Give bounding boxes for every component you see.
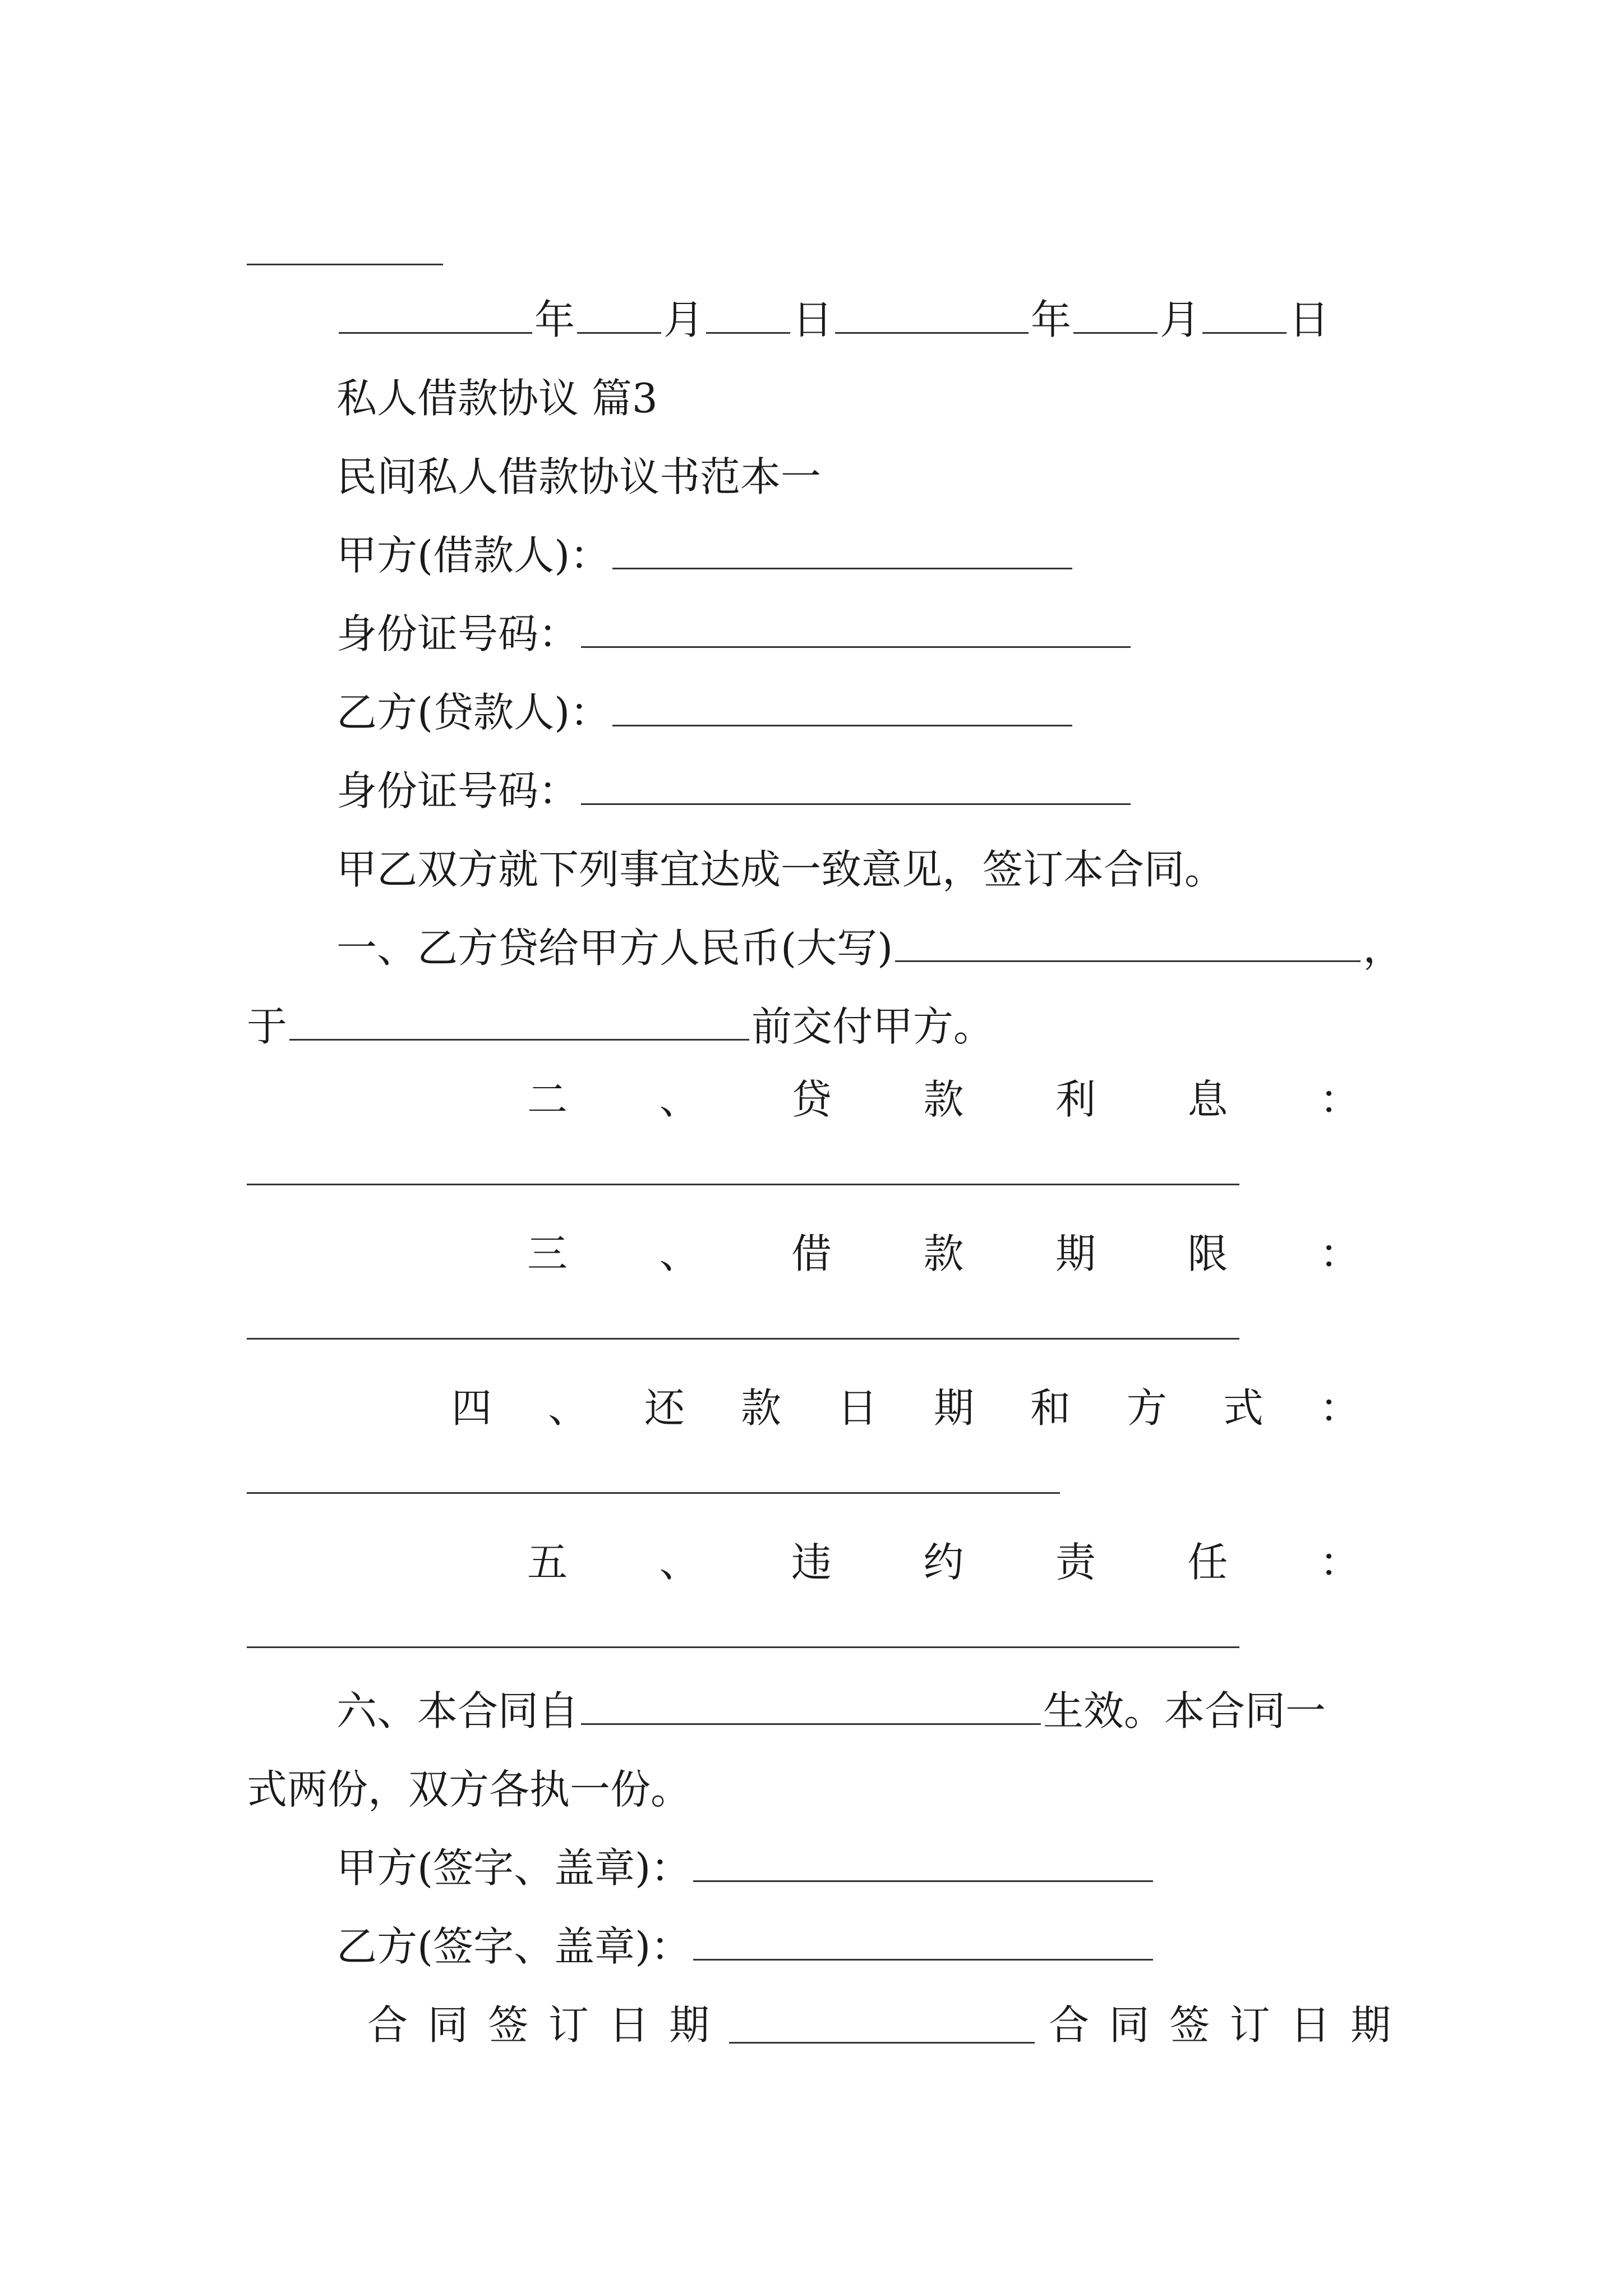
clause-6-line-1 <box>336 1677 1326 1745</box>
day-blank-2[interactable] <box>1202 315 1287 334</box>
sign-date-char: 日 <box>608 2001 649 2049</box>
clause-2-char: 、 <box>659 1076 700 1123</box>
clause-3-char: 期 <box>1055 1230 1096 1277</box>
clause-1-text: 一、乙方贷给甲方人民币(大写) <box>336 924 893 972</box>
clause-3-char: 借 <box>791 1230 832 1277</box>
clause-3-char: 三 <box>527 1230 568 1277</box>
clause-2-char: 利 <box>1055 1076 1096 1123</box>
sign-date-char: 合 <box>1049 2001 1090 2049</box>
clause-1-suffix: 前交付甲方。 <box>751 1003 994 1050</box>
clause-4-blank[interactable] <box>247 1492 1060 1494</box>
clause-5-char: 约 <box>923 1539 964 1586</box>
sign-date-right <box>1049 1991 1391 2059</box>
clause-5-char: 五 <box>527 1539 568 1586</box>
clause-5-char: 、 <box>659 1539 700 1586</box>
clause-2-char: 二 <box>527 1076 568 1123</box>
delivery-date-blank[interactable] <box>289 1022 749 1041</box>
clause-2-char: 款 <box>923 1076 964 1123</box>
party-a-label: 甲方(借款人)： <box>336 532 611 579</box>
clause-4-char: 日 <box>837 1384 878 1432</box>
intro-paragraph: 甲乙双方就下列事宜达成一致意见，签订本合同。 <box>336 846 1225 893</box>
year-blank-1[interactable] <box>339 315 532 334</box>
amount-blank[interactable] <box>895 944 1361 962</box>
clause-3-blank[interactable] <box>247 1338 1239 1340</box>
clause-4-char: 式 <box>1223 1384 1264 1432</box>
clause-4-char: 方 <box>1126 1384 1167 1432</box>
sign-date-char: 签 <box>1169 2001 1210 2049</box>
clause-5-blank[interactable] <box>247 1646 1239 1648</box>
sign-date-char: 同 <box>427 2001 468 2049</box>
clause-1-line-1 <box>336 914 1403 982</box>
sign-date-left <box>367 1991 709 2059</box>
sign-date-char: 合 <box>367 2001 408 2049</box>
party-a-sign-blank[interactable] <box>693 1864 1153 1882</box>
sign-date-char: 期 <box>1350 2001 1391 2049</box>
section-subtitle: 民间私人借款协议书范本一 <box>336 453 822 500</box>
clause-6-line-2: 式两份，双方各执一份。 <box>247 1766 691 1813</box>
clause-3-char: ： <box>1319 1230 1360 1277</box>
clause-3-char: 、 <box>659 1230 700 1277</box>
id-label-1: 身份证号码： <box>336 610 579 657</box>
year-blank-2[interactable] <box>835 315 1029 334</box>
sign-date-char: 订 <box>1229 2001 1270 2049</box>
clause-2-heading <box>527 1066 1360 1133</box>
party-b-blank[interactable] <box>612 708 1072 726</box>
clause-3-char: 限 <box>1187 1230 1228 1277</box>
clause-1-comma: ， <box>1363 924 1404 972</box>
clause-4-char: 款 <box>740 1384 781 1432</box>
party-b-sign-blank[interactable] <box>693 1942 1153 1961</box>
year-label-2: 年 <box>1031 296 1072 343</box>
clause-1-prefix: 于 <box>247 1003 288 1050</box>
clause-5-char: ： <box>1319 1539 1360 1586</box>
id-row-1 <box>336 600 1133 668</box>
clause-5-char: 违 <box>791 1539 832 1586</box>
sign-date-blank[interactable] <box>729 2042 1035 2044</box>
day-label-1: 日 <box>792 296 833 343</box>
day-label-2: 日 <box>1289 296 1330 343</box>
clause-2-char: 息 <box>1187 1076 1228 1123</box>
id-blank-1[interactable] <box>581 629 1131 648</box>
sign-date-char: 日 <box>1290 2001 1331 2049</box>
sign-date-char: 同 <box>1109 2001 1150 2049</box>
year-label-1: 年 <box>534 296 575 343</box>
party-a-blank[interactable] <box>612 551 1072 569</box>
party-a-sign-row <box>336 1834 1155 1902</box>
clause-5-char: 责 <box>1055 1539 1096 1586</box>
month-blank-1[interactable] <box>577 315 661 334</box>
clause-4-char: 、 <box>547 1384 588 1432</box>
month-label-1: 月 <box>663 296 704 343</box>
clause-2-char: 贷 <box>791 1076 832 1123</box>
clause-3-char: 款 <box>923 1230 964 1277</box>
party-b-label: 乙方(贷款人)： <box>336 689 611 736</box>
clause-4-char: ： <box>1319 1384 1360 1432</box>
month-blank-2[interactable] <box>1073 315 1158 334</box>
party-a-sign-label: 甲方(签字、盖章)： <box>336 1844 691 1892</box>
clause-4-char: 期 <box>933 1384 974 1432</box>
date-line <box>336 286 1329 353</box>
sign-date-char: 期 <box>668 2001 709 2049</box>
day-blank-1[interactable] <box>706 315 790 334</box>
month-label-2: 月 <box>1160 296 1201 343</box>
clause-4-char: 和 <box>1030 1384 1071 1432</box>
clause-2-blank[interactable] <box>247 1184 1239 1185</box>
party-b-sign-label: 乙方(签字、盖章)： <box>336 1923 691 1970</box>
clause-5-heading <box>527 1529 1360 1596</box>
id-row-2 <box>336 757 1133 825</box>
party-b-row <box>336 679 1075 746</box>
clause-1-line-2 <box>247 993 994 1060</box>
section-title: 私人借款协议 篇3 <box>336 375 658 422</box>
effective-date-blank[interactable] <box>581 1706 1041 1725</box>
clause-4-heading <box>451 1374 1360 1442</box>
clause-3-heading <box>527 1220 1360 1287</box>
clause-5-char: 任 <box>1187 1539 1228 1586</box>
top-short-rule <box>247 264 443 265</box>
sign-date-char: 签 <box>488 2001 529 2049</box>
clause-4-char: 还 <box>644 1384 685 1432</box>
clause-2-char: ： <box>1319 1076 1360 1123</box>
clause-6-suffix: 生效。本合同一 <box>1043 1687 1326 1734</box>
sign-date-char: 订 <box>548 2001 589 2049</box>
party-b-sign-row <box>336 1913 1155 1980</box>
clause-4-char: 四 <box>451 1384 492 1432</box>
clause-6-prefix: 六、本合同自 <box>336 1687 579 1734</box>
party-a-row <box>336 522 1075 589</box>
id-label-2: 身份证号码： <box>336 767 579 815</box>
id-blank-2[interactable] <box>581 786 1131 805</box>
